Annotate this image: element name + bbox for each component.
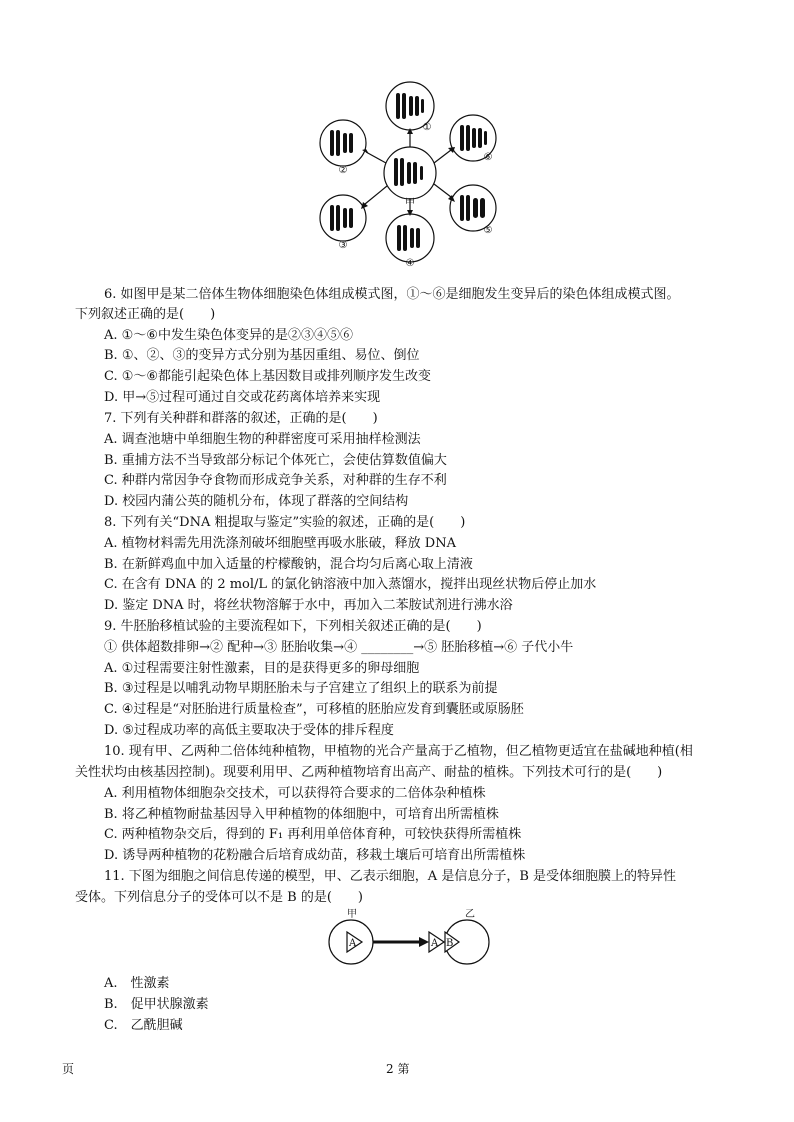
cell-jia-label: 甲: [347, 909, 357, 920]
q11-option-a: A. 性激素: [104, 976, 170, 991]
q9-option-c: C. ④过程是“对胚胎进行质量检查”，可移植的胚胎应发育到囊胚或原肠胚: [104, 702, 524, 717]
cell-yi-label: 乙: [465, 909, 475, 920]
q7-option-d: D. 校园内蒲公英的随机分布，体现了群落的空间结构: [104, 494, 409, 509]
label-5: ⑤: [483, 225, 493, 236]
q8-option-c: C. 在含有 DNA 的 2 mol/L 的氯化钠溶液中加入蒸馏水，搅拌出现丝状物后停止加水: [104, 577, 597, 592]
q7-option-b: B. 重捕方法不当导致部分标记个体死亡，会使估算数值偏大: [104, 453, 447, 468]
label-1: ①: [422, 122, 432, 133]
receptor-b: B: [446, 938, 454, 949]
q9-stem: 9. 牛胚胎移植试验的主要流程如下，下列相关叙述正确的是( ): [104, 619, 482, 634]
label-2: ②: [338, 165, 348, 176]
q6-option-c: C. ①～⑥都能引起染色体上基因数目或排列顺序发生改变: [104, 369, 432, 384]
q11-option-c: C. 乙酰胆碱: [104, 1018, 183, 1033]
q10-option-c: C. 两种植物杂交后，得到的 F₁ 再利用单倍体育种，可较快获得所需植株: [104, 827, 522, 842]
q7-option-c: C. 种群内常因争夺食物而形成竞争关系，对种群的生存不利: [104, 473, 447, 488]
q10-option-b: B. 将乙种植物耐盐基因导入甲种植物的体细胞中，可培育出所需植株: [104, 807, 499, 822]
footer-page-number: 2 第: [386, 1062, 410, 1076]
signal-a-right: A: [431, 938, 439, 949]
footer-left: 页: [62, 1062, 75, 1076]
label-3: ③: [338, 240, 348, 251]
q11-stem-1: 11. 下图为细胞之间信息传递的模型，甲、乙表示细胞，A 是信息分子，B 是受体细胞膜上的特异性: [104, 869, 677, 884]
q9-flow: ① 供体超数排卵→② 配种→③ 胚胎收集→④ ________→⑤ 胚胎移植→⑥ 子代小牛: [104, 640, 574, 655]
q8-option-a: A. 植物材料需先用洗涤剂破坏细胞壁再吸水胀破，释放 DNA: [104, 536, 456, 551]
chromosome-figure: [310, 78, 500, 268]
label-4: ④: [405, 258, 415, 268]
center-label: 甲: [405, 198, 415, 209]
q11-stem-2: 受体。下列信息分子的受体可以不是 B 的是( ): [75, 890, 363, 905]
q6-stem-1: 6. 如图甲是某二倍体生物体细胞染色体组成模式图，①～⑥是细胞发生变异后的染色体组成模式图。: [104, 287, 680, 302]
q11-option-b: B. 促甲状腺激素: [104, 997, 209, 1012]
signal-a-left: A: [349, 938, 357, 949]
q8-option-b: B. 在新鲜鸡血中加入适量的柠檬酸钠，混合均匀后离心取上清液: [104, 557, 473, 572]
q10-stem-1: 10. 现有甲、乙两种二倍体纯种植物，甲植物的光合产量高于乙植物，但乙植物更适宜在盐碱地种植(相: [104, 744, 693, 759]
q8-option-d: D. 鉴定 DNA 时，将丝状物溶解于水中，再加入二苯胺试剂进行沸水浴: [104, 598, 513, 613]
q6-stem-2: 下列叙述正确的是( ): [75, 307, 216, 322]
q10-option-d: D. 诱导两种植物的花粉融合后培育成幼苗，移栽土壤后可培育出所需植株: [104, 848, 526, 863]
q6-option-d: D. 甲→⑤过程可通过自交或花药离体培养来实现: [104, 390, 381, 405]
q7-option-a: A. 调查池塘中单细胞生物的种群密度可采用抽样检测法: [104, 432, 421, 447]
q9-option-a: A. ①过程需要注射性激素，目的是获得更多的卵母细胞: [104, 661, 420, 676]
signal-transmission-figure: [325, 906, 495, 968]
q6-option-b: B. ①、②、③的变异方式分别为基因重组、易位、倒位: [104, 348, 420, 363]
q10-stem-2: 关性状均由核基因控制)。现要利用甲、乙两种植物培育出高产、耐盐的植株。下列技术可行的是( ): [75, 765, 663, 780]
q6-option-a: A. ①～⑥中发生染色体变异的是②③④⑤⑥: [104, 328, 353, 343]
q7-stem: 7. 下列有关种群和群落的叙述，正确的是( ): [104, 411, 378, 426]
label-6: ⑥: [483, 152, 493, 163]
q10-option-a: A. 利用植物体细胞杂交技术，可以获得符合要求的二倍体杂种植株: [104, 786, 486, 801]
q8-stem: 8. 下列有关“DNA 粗提取与鉴定”实验的叙述，正确的是( ): [104, 515, 466, 530]
q9-option-b: B. ③过程是以哺乳动物早期胚胎未与子宫建立了组织上的联系为前提: [104, 681, 498, 696]
q9-option-d: D. ⑤过程成功率的高低主要取决于受体的排斥程度: [104, 723, 394, 738]
